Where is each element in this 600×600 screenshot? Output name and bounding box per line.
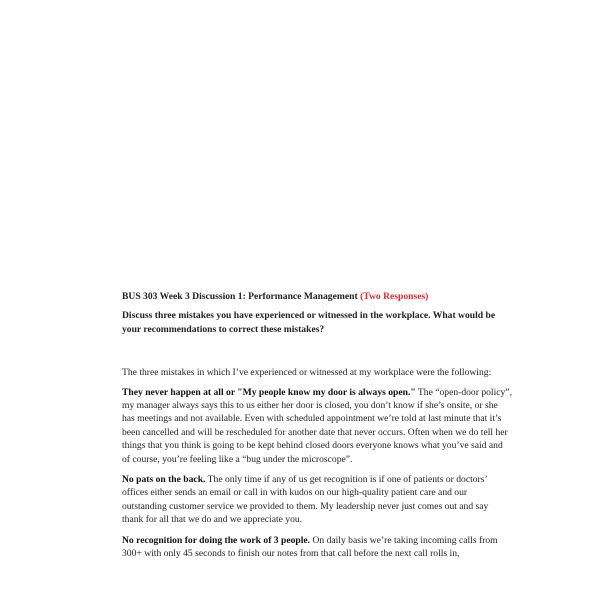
mistake-paragraph-3 [122,534,512,561]
mistake-body: The only time if any of us get recognition is if one of patients or doctors’ offices either sends an email or call in with kudos on our high-quality patient care and our outstanding customer service we provided to them. My leadership never just comes out and say thank for all that we do and we appreciate you. [122,474,489,526]
mistake-body: On daily basis we’re taking incoming calls from 300+ with only 45 seconds to finish our notes from that call before the next call rolls in, [122,534,498,560]
mistake-heading: They never happen at all or "My people know my door is always open." [122,386,416,398]
document-content [122,290,512,568]
document-title [122,290,512,303]
mistake-paragraph-1 [122,386,512,466]
title-text: BUS 303 Week 3 Discussion 1: Performance Management [122,291,358,302]
mistake-heading: No pats on the back. [122,474,206,486]
mistake-paragraph-2 [122,473,512,527]
title-accent: (Two Responses) [360,291,429,302]
mistake-heading: No recognition for doing the work of 3 people. [122,534,311,546]
discussion-question: Discuss three mistakes you have experienced or witnessed in the workplace. What would be your recommendations to correct these mistakes? [122,310,496,335]
intro-paragraph: The three mistakes in which I’ve experienced or witnessed at my workplace were the following: [122,367,492,379]
mistake-body: The “open-door policy”, my manager always says this to us either her door is closed, you don’t know if she’s onsite, or she has meetings and not available. Even with scheduled appointment we’re told at last minute that it’s been cancelled and will be rescheduled for another date that never occurs. Often when we do tell her things that you think is going to be kept behind closed doors everyone knows what you’ve said and of course, you’re feeling like a “bug under the microscope”. [122,386,512,465]
